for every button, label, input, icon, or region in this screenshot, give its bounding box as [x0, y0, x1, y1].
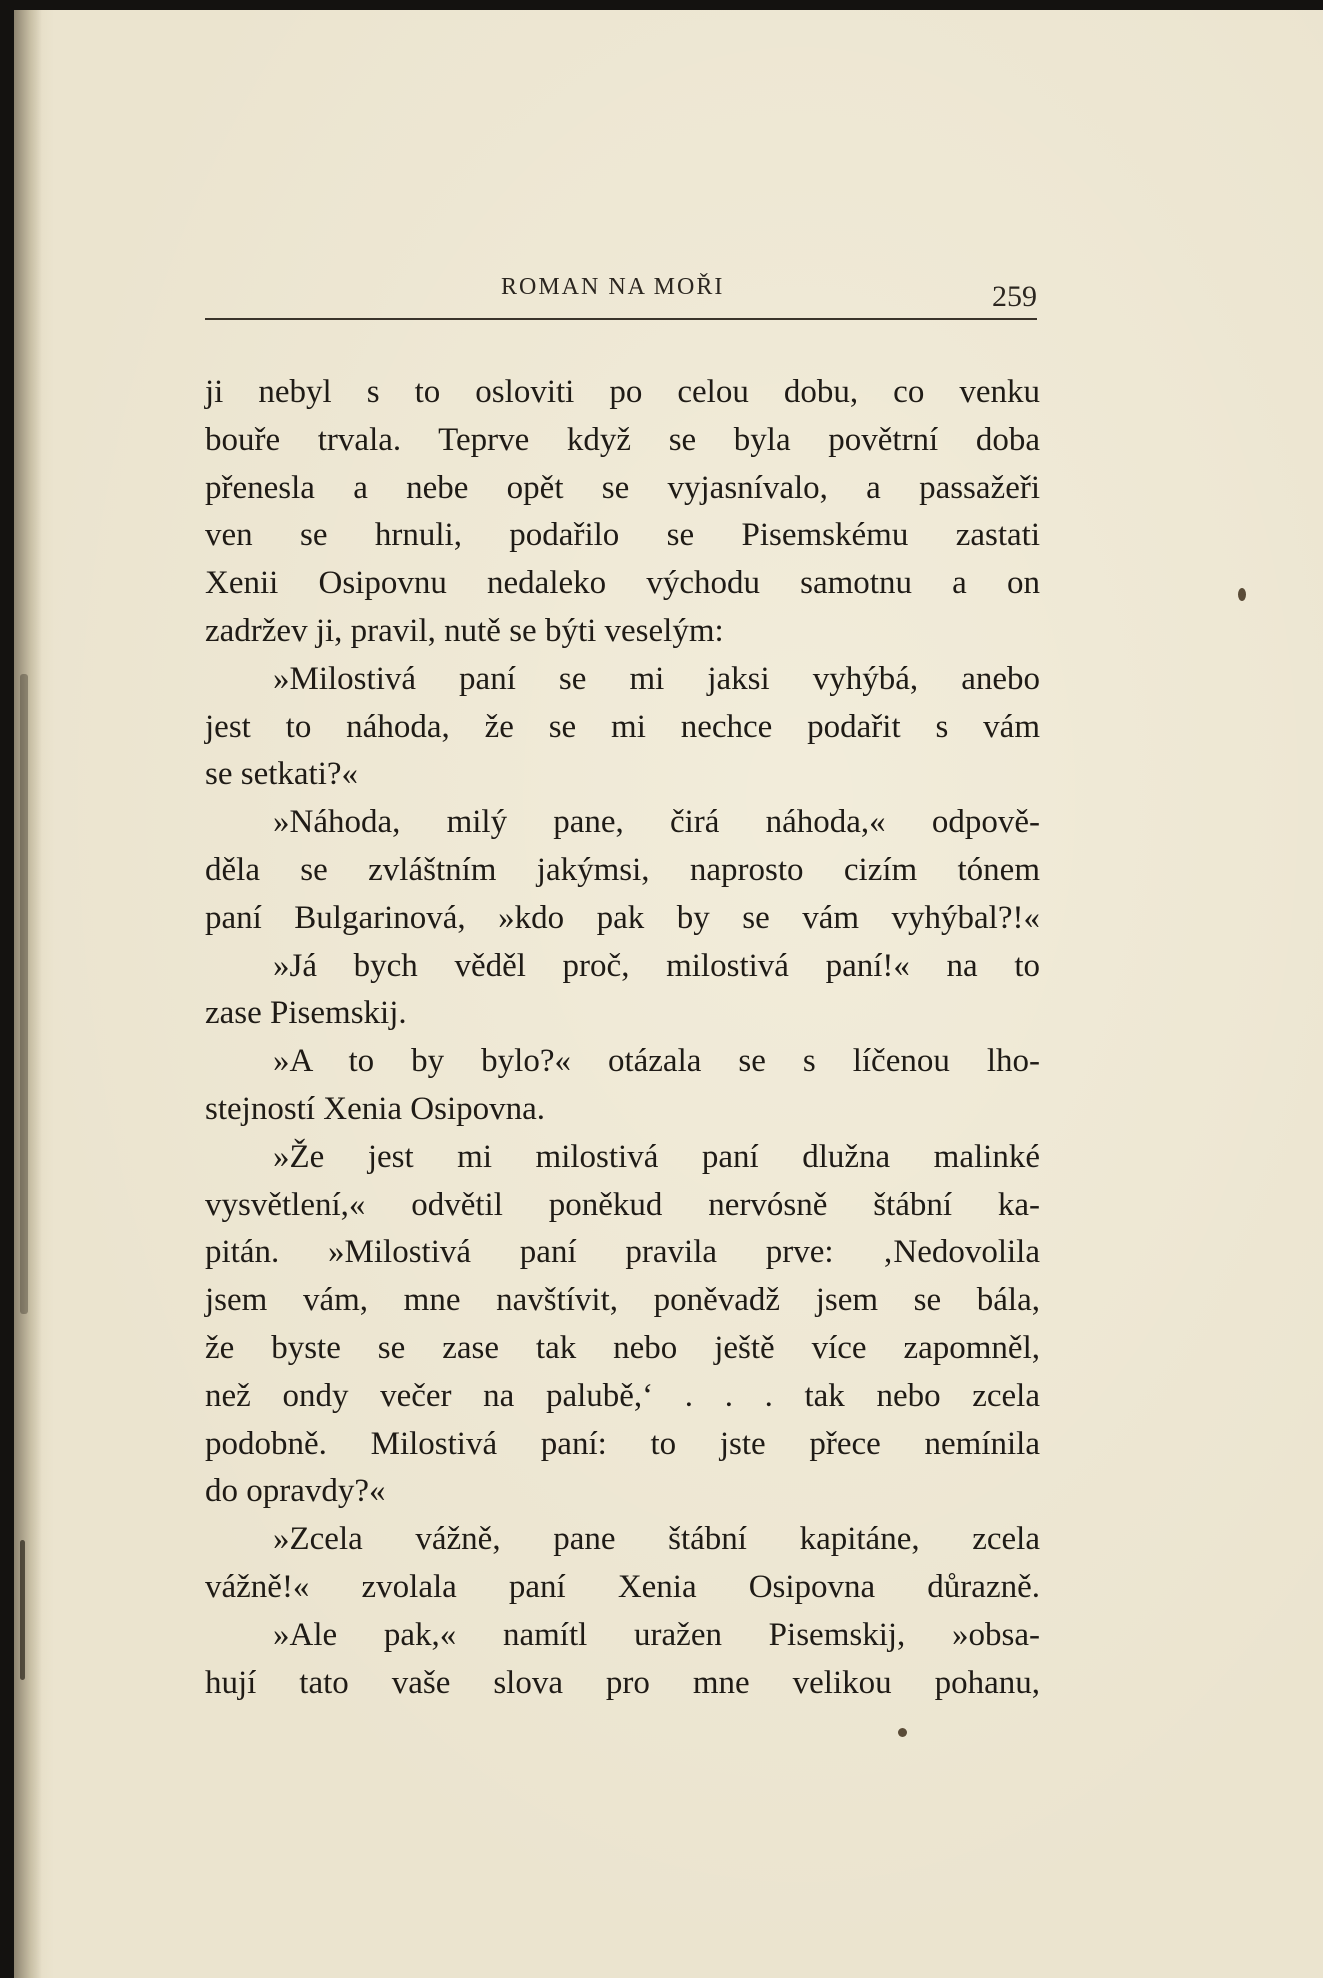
- running-head: [205, 262, 1037, 322]
- text-line: »Zcela vážně, pane štábní kapitáne, zcela: [273, 1521, 1040, 1558]
- binding-edge-mark: [20, 674, 28, 1314]
- text-line: ji nebyl s to osloviti po celou dobu, co venku: [205, 374, 1040, 410]
- text-line: se setkati?«: [205, 756, 359, 793]
- text-line: Xenii Osipovnu nedaleko východu samotnu a on: [205, 565, 1040, 602]
- text-line: děla se zvláštním jakýmsi, naprosto cizím tónem: [205, 851, 1040, 888]
- text-line: stejností Xenia Osipovna.: [205, 1090, 546, 1127]
- text-line: paní Bulgarinová, »kdo pak by se vám vyhýbal?!«: [205, 899, 1040, 936]
- text-line: »Že jest mi milostivá paní dlužna malinké: [273, 1138, 1040, 1175]
- text-line: »Milostivá paní se mi jaksi vyhýbá, anebo: [273, 660, 1040, 697]
- page-gutter-shadow: [14, 10, 42, 1978]
- page-number: 259: [992, 280, 1037, 313]
- running-head-title: ROMAN NA MOŘI: [501, 274, 725, 300]
- text-line: »Já bych věděl proč, milostivá paní!« na to: [273, 947, 1040, 984]
- text-line: »A to by bylo?« otázala se s líčenou lho-: [273, 1043, 1040, 1080]
- ink-smudge: [1238, 588, 1246, 601]
- binding-edge-mark: [20, 1540, 25, 1680]
- text-line: vysvětlení,« odvětil poněkud nervósně štábní ka-: [205, 1186, 1040, 1223]
- header-rule: [205, 318, 1037, 320]
- text-line: že byste se zase tak nebo ještě více zapomněl,: [205, 1329, 1040, 1366]
- text-line: jest to náhoda, že se mi nechce podařit s vám: [205, 708, 1040, 745]
- text-line: ven se hrnuli, podařilo se Pisemskému zastati: [205, 517, 1040, 554]
- text-line: pitán. »Milostivá paní pravila prve: ‚Nedovolila: [205, 1234, 1040, 1271]
- text-line: přenesla a nebe opět se vyjasnívalo, a passažeři: [205, 469, 1040, 506]
- body-text: [205, 369, 1040, 1707]
- text-line: hují tato vaše slova pro mne velikou pohanu,: [205, 1664, 1040, 1701]
- text-line: bouře trvala. Teprve když se byla povětrní doba: [205, 421, 1040, 458]
- text-line: vážně!« zvolala paní Xenia Osipovna důrazně.: [205, 1568, 1040, 1605]
- text-line: zadržev ji, pravil, nutě se býti veselým:: [205, 612, 724, 649]
- text-line: zase Pisemskij.: [205, 995, 407, 1032]
- text-line: »Náhoda, milý pane, čirá náhoda,« odpově-: [273, 804, 1040, 841]
- ink-smudge: [898, 1728, 907, 1737]
- text-line: »Ale pak,« namítl uražen Pisemskij, »obsa-: [273, 1616, 1040, 1653]
- text-line: do opravdy?«: [205, 1473, 386, 1510]
- text-line: jsem vám, mne navštívit, poněvadž jsem se bála,: [205, 1282, 1040, 1319]
- text-line: než ondy večer na palubě,‘ . . . tak nebo zcela: [205, 1377, 1040, 1414]
- text-line: podobně. Milostivá paní: to jste přece nemínila: [205, 1425, 1040, 1462]
